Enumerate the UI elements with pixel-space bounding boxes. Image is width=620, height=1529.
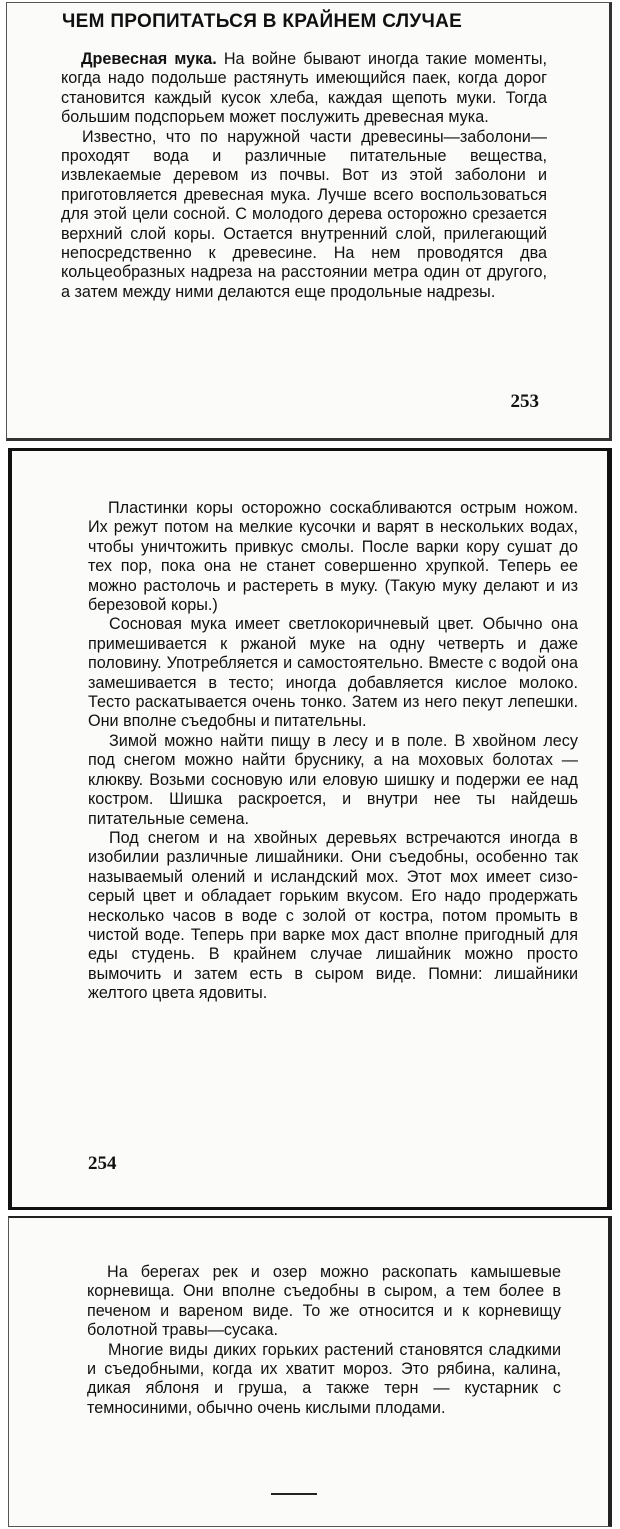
book-page-255 (8, 1216, 612, 1527)
paragraph: Пластинки коры осторожно соскабливаются острым ножом. Их режут потом на мелкие кусочки и варят в нескольких водах, чтобы уничтожить привкус смолы. После варки кору сушат до тех пор, пока она не станет совершенно хрупкой. Теперь ее можно растолочь и растереть в муку. (Такую муку делают и из березовой коры.) (88, 499, 578, 615)
page-number: 254 (88, 1153, 117, 1174)
page-255-body (87, 1263, 561, 1418)
paragraph (61, 50, 547, 128)
page-number: 253 (510, 391, 539, 412)
paragraph-text: На войне бывают иногда такие моменты, когда надо подольше растянуть имеющийся паек, когда дорог становится каждый кусок хлеба, каждая щепоть муки. Тогда большим подспорьем может послужить древесная мука. (61, 50, 547, 127)
book-page-253 (6, 2, 612, 441)
paragraph: Известно, что по наружной части древесины—заболони—проходят вода и различные питательные вещества, извлекаемые деревом из почвы. Вот из этой заболони и приготовляется древесная мука. Лучше всего воспользоваться для этой цели сосной. С молодого дерева осторожно срезается верхний слой коры. Остается внутренний слой, прилегающий непосредственно к древесине. На нем проводятся два кольцеобразных надреза на расстоянии метра один от другого, а затем между ними делаются еще продольные надрезы. (61, 127, 547, 301)
section-end-rule (271, 1493, 317, 1495)
page-253-body (61, 50, 547, 302)
runin-heading: Древесная мука. (81, 50, 217, 68)
paragraph: Зимой можно найти пищу в лесу и в поле. В хвойном лесу под снегом можно найти бруснику, а на моховых болотах — клюкву. Возьми сосновую или еловую шишку и подержи ее над костром. Шишка раскроется, и внутри нее ты найдешь питательные семена. (88, 731, 578, 828)
paragraph: Многие виды диких горьких растений становятся сладкими и съедобными, когда их хватит мороз. Это рябина, калина, дикая яблоня и груша, а также терн — кустарник с темносиними, обычно очень кислыми плодами. (87, 1340, 561, 1417)
paragraph: Сосновая мука имеет светлокоричневый цвет. Обычно она примешивается к ржаной муке на одну четверть и даже половину. Употребляется и самостоятельно. Вместе с водой она замешивается в тесто; иногда добавляется кислое молоко. Тесто раскатывается очень тонко. Затем из него пекут лепешки. Они вполне съедобны и питательны. (88, 615, 578, 731)
book-page-254 (8, 448, 612, 1210)
paragraph: Под снегом и на хвойных деревьях встречаются иногда в изобилии различные лишайники. Они съедобны, особенно так называемый олений и исландский мох. Этот мох имеет сизо-серый цвет и обладает горьким вкусом. Его надо продержать несколько часов в воде с золой от костра, потом промыть в чистой воде. Теперь при варке мох даст вполне пригодный для еды студень. В крайнем случае лишайник можно просто вымочить и затем есть в сыром виде. Помни: лишайники желтого цвета ядовиты. (88, 828, 578, 1003)
paragraph: На берегах рек и озер можно раскопать камышевые корневища. Они вполне съедобны в сыром, а тем более в печеном и вареном виде. То же относится и к корневищу болотной травы—сусака. (87, 1263, 561, 1340)
page-254-body (88, 499, 578, 1004)
chapter-heading: ЧЕМ ПРОПИТАТЬСЯ В КРАЙНЕМ СЛУЧАЕ (62, 11, 463, 32)
